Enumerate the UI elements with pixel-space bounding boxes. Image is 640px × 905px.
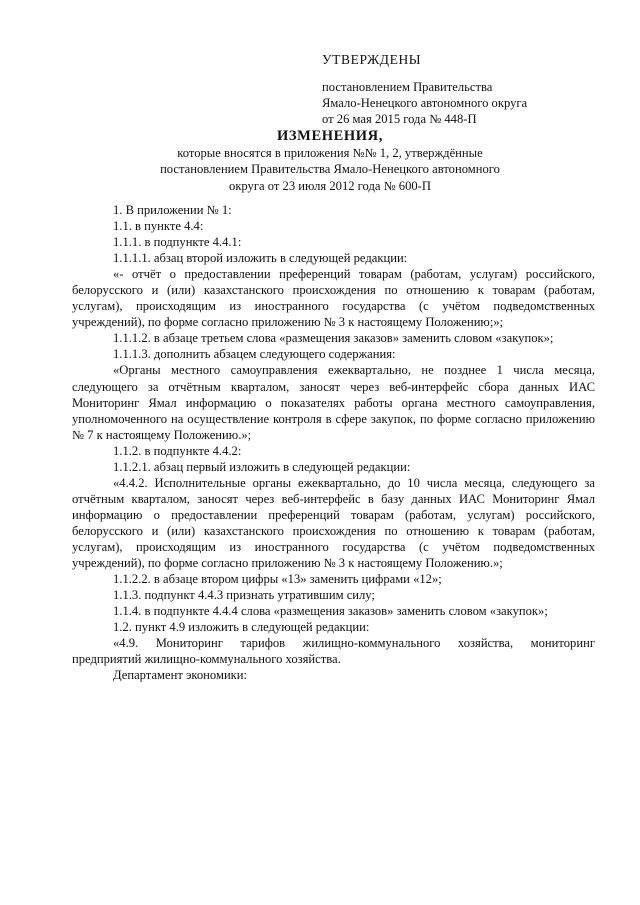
approval-line: Ямало-Ненецкого автономного округа: [322, 96, 528, 110]
paragraph: 1.1.1.2. в абзаце третьем слова «размещения заказов» заменить словом «закупок»;: [113, 331, 554, 346]
paragraph: «Органы местного самоуправления ежеквартально, не позднее 1 числа месяца, следующего за отчётным кварталом, заносят через веб-интерфейс сбора данных ИАС Мониторинг Ямал информацию о показателях работы органа местного самоуправления, уполномоченного на осуществление контроля в сфере закупок, по форме согласно приложению № 7 к настоящему Положению.»;: [72, 363, 595, 442]
title-subline: округа от 23 июля 2012 года № 600-П: [229, 178, 431, 193]
title-subline: которые вносятся в приложения №№ 1, 2, утверждённые: [177, 146, 483, 161]
approval-line: от 26 мая 2015 года № 448-П: [322, 112, 477, 126]
paragraph: 1.1.1.3. дополнить абзацем следующего содержания:: [113, 347, 396, 362]
paragraph: «4.9. Мониторинг тарифов жилищно-коммунального хозяйства, мониторинг предприятий жилищно-коммунального хозяйства.: [72, 636, 595, 667]
title-main: ИЗМЕНЕНИЯ,: [277, 128, 383, 144]
approval-heading: УТВЕРЖДЕНЫ: [322, 52, 422, 67]
document-body: [72, 202, 595, 683]
paragraph: 1.2. пункт 4.9 изложить в следующей редакции:: [113, 620, 370, 635]
paragraph: 1.1.2. в подпункте 4.4.2:: [113, 443, 242, 458]
paragraph: 1.1.1.1. абзац второй изложить в следующей редакции:: [113, 251, 408, 266]
paragraph: 1.1.2.2. в абзаце втором цифры «13» заменить цифрами «12»;: [113, 572, 442, 587]
paragraph: 1.1.1. в подпункте 4.4.1:: [113, 235, 242, 250]
document-title: [70, 128, 590, 194]
paragraph: 1.1.2.1. абзац первый изложить в следующей редакции:: [113, 459, 411, 474]
title-subline: постановлением Правительства Ямало-Ненецкого автономного: [160, 162, 500, 177]
approval-stamp: [322, 52, 612, 127]
paragraph: 1.1.3. подпункт 4.4.3 признать утратившим силу;: [113, 588, 375, 603]
paragraph: 1.1.4. в подпункте 4.4.4 слова «размещения заказов» заменить словом «закупок»;: [113, 604, 548, 619]
paragraph: 1. В приложении № 1:: [113, 203, 232, 217]
paragraph: 1.1. в пункте 4.4:: [113, 219, 204, 234]
paragraph: «4.4.2. Исполнительные органы ежеквартально, до 10 числа месяца, следующего за отчётным кварталом, заносят через веб-интерфейс в базу данных ИАС Мониторинг Ямал информацию о предоставлении преференций товарам (работам, услугам) российского, белорусского и (или) казахстанского происхождения по отношению к товарам (работам, услугам), происходящим из иностранного государства (с учётом подведомственных учреждений), по форме согласно приложению № 3 к настоящему Положению.»;: [72, 475, 595, 571]
paragraph: Департамент экономики:: [113, 668, 248, 683]
approval-line: постановлением Правительства: [322, 80, 493, 94]
paragraph: «- отчёт о предоставлении преференций товарам (работам, услугам) российского, белорусского и (или) казахстанского происхождения по отношению к товарам (работам, услугам), происходящим из иностранного государства (с учётом подведомственных учреждений), по форме согласно приложению № 3 к настоящему Положению;»;: [72, 267, 595, 330]
